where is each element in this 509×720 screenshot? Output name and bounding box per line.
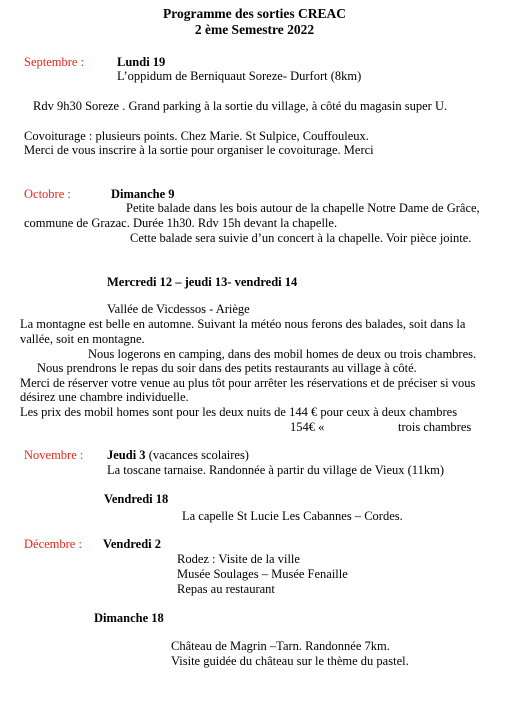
vicdessos-line-6: Merci de réserver votre venue au plus tôt pour arrêter les réservations et de préciser si vous (20, 376, 476, 390)
date-dimanche-18: Dimanche 18 (94, 611, 164, 625)
month-label-septembre: Septembre : (24, 55, 85, 69)
date-jeudi-3-line (107, 448, 249, 463)
vicdessos-line-4: Nous logerons en camping, dans des mobil homes de deux ou trois chambres. (88, 347, 477, 361)
decembre-line-4: Château de Magrin –Tarn. Randonnée 7km. (171, 639, 390, 653)
octobre-line-3: Cette balade sera suivie d’un concert à la chapelle. Voir pièce jointe. (130, 231, 472, 245)
octobre-line-2: commune de Grazac. Durée 1h30. Rdv 15h devant la chapelle. (24, 216, 338, 230)
novembre-line-2: La capelle St Lucie Les Cabannes – Cordes. (182, 509, 403, 523)
date-jeudi-3: Jeudi 3 (107, 448, 146, 462)
vicdessos-price-3ch: 154€ « (290, 420, 325, 434)
decembre-line-5: Visite guidée du château sur le thème du pastel. (171, 654, 409, 668)
vicdessos-line-8: Les prix des mobil homes sont pour les deux nuits de 144 € pour ceux à deux chambres (20, 405, 458, 419)
vicdessos-line-1: Vallée de Vicdessos - Ariège (107, 302, 250, 316)
septembre-line-4: Merci de vous inscrire à la sortie pour organiser le covoiturage. Merci (24, 143, 374, 157)
date-vendredi-2: Vendredi 2 (103, 537, 162, 551)
decembre-line-1: Rodez : Visite de la ville (177, 552, 300, 566)
vicdessos-line-2: La montagne est belle en automne. Suivant la météo nous ferons des balades, soit dans la (20, 317, 466, 331)
vicdessos-line-3: vallée, soit en montagne. (20, 332, 145, 346)
octobre-line-1: Petite balade dans les bois autour de la chapelle Notre Dame de Grâce, (126, 201, 480, 215)
septembre-line-2: Rdv 9h30 Soreze . Grand parking à la sortie du village, à côté du magasin super U. (33, 99, 448, 113)
date-lundi-19: Lundi 19 (117, 55, 166, 69)
septembre-line-3: Covoiturage : plusieurs points. Chez Marie. St Sulpice, Couffouleux. (24, 129, 369, 143)
decembre-line-3: Repas au restaurant (177, 582, 275, 596)
date-jeudi-3-note: (vacances scolaires) (145, 448, 249, 462)
vicdessos-line-7: désirez une chambre individuelle. (20, 390, 189, 404)
title-line-1: Programme des sorties CREAC (162, 6, 347, 21)
date-vendredi-18: Vendredi 18 (104, 492, 169, 506)
septembre-line-1: L’oppidum de Berniquaut Soreze- Durfort (8km) (117, 69, 362, 83)
novembre-line-1: La toscane tarnaise. Randonnée à partir du village de Vieux (11km) (107, 463, 444, 477)
month-label-decembre: Décembre : (24, 537, 82, 551)
decembre-line-2: Musée Soulages – Musée Fenaille (177, 567, 348, 581)
date-mercredi-12: Mercredi 12 – jeudi 13- vendredi 14 (107, 275, 298, 289)
month-label-novembre: Novembre : (24, 448, 84, 462)
vicdessos-trois-chambres: trois chambres (398, 420, 472, 434)
title-line-2: 2 ème Semestre 2022 (194, 22, 315, 37)
month-label-octobre: Octobre : (24, 187, 71, 201)
date-dimanche-9: Dimanche 9 (111, 187, 175, 201)
vicdessos-line-5: Nous prendrons le repas du soir dans des petits restaurants au village à côté. (37, 361, 417, 375)
